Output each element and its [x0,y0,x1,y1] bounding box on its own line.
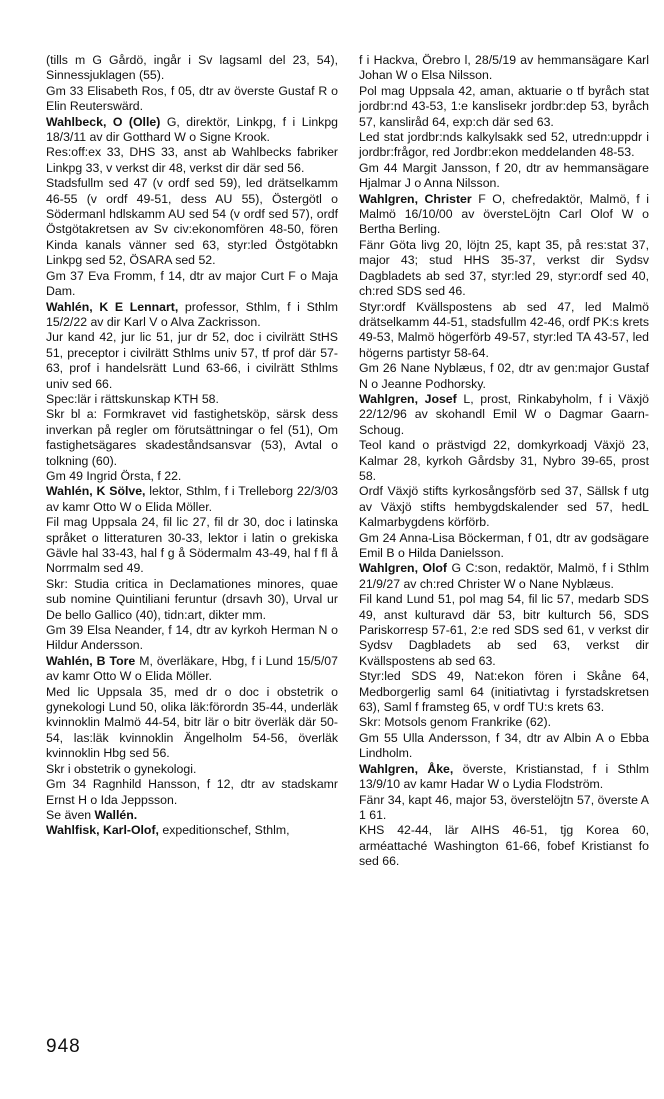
entry-text: Jur kand 42, jur lic 51, jur dr 52, doc i civilrätt StHS 51, preceptor i civilrätt Sthlms univ 57, tf prof där 57-63, prof i handelsrätt Lund 63-66, i civilrätt Sthlms univ sed 66. [46,330,338,391]
entry-text: L, prost, Rinkabyholm, f i Växjö 22/12/96 av skohandl Emil W o Dagmar Gaarn-Schoug. [359,391,649,437]
entry-detail-paragraph [359,715,649,730]
entry-text: Led stat jordbr:nds kalkylsakk sed 52, utredn:uppdr i jordbr:frågor, red Jordbr:ekon meddelanden 48-53. [359,130,649,160]
entry-text: Teol kand o prästvigd 22, domkyrkoadj Växjö 23, Kalmar 28, kyrkoh Gårdsby 31, Nybro 39-65, prost 58. [359,438,649,483]
entry-detail-paragraph [46,469,338,484]
entry-text: Stadsfullm sed 47 (v ordf sed 59), led drätselkamm 46-55 (v ordf 49-51, dess AU 55), Östergötl o Södermanl hdlskamm AU sed 54 (v ordf sed 57), ordf Östgötakretsen av Sv civ:ekonomfören 48-50, fören Kinda kanals vänner sed 63, styr:led Östgötabkn Linkpg sed 52, ÖSARA sed 52. [46,176,338,268]
entry-headword: Wahlgren, Åke, [359,761,454,776]
entry-text: Med lic Uppsala 35, med dr o doc i obstetrik o gynekologi Lund 50, olika läk:förordn 35-44, underläk kvinnoklin Malmö 44-54, bitr lär o bitr överläk där 50-54, las:läk kvinnoklin Ängelholm 54-56, överläk kvinnoklin Hbg sed 56. [46,684,338,761]
entry-paragraph [359,392,649,438]
entry-text: M, överläkare, Hbg, f i Lund 15/5/07 av kamr Otto W o Elida Möller. [46,653,338,684]
entry-headword: Wahlgren, Christer [359,191,472,206]
entry-text: Gm 39 Elsa Neander, f 14, dtr av kyrkoh Herman N o Hildur Andersson. [46,623,338,653]
entry-text: Fil kand Lund 51, pol mag 54, fil lic 57, medarb SDS 49, anst kulturavd där 53, bitr kulturch 56, SDS Pariskorresp 57-61, 2:e red SDS sed 61, v verkst dir Sydsv Dagbladets ab sed 63, verkst dir Kvällspostens ab sed 63. [359,592,649,668]
entry-text: G, direktör, Linkpg, f i Linkpg 18/3/11 av dir Gotthard W o Signe Krook. [46,114,338,145]
entry-detail-paragraph [46,176,338,268]
entry-text: Fil mag Uppsala 24, fil lic 27, fil dr 30, doc i latinska språket o litteraturen 30-33, lektor i latin o grekiska Gävle hal 33-43, hal f g å Södermalm 43-49, hal f fl å Norrmalm sed 49. [46,515,338,576]
entry-headword: Wahlén, K E Lennart, [46,299,179,314]
entry-detail-paragraph [46,269,338,300]
entry-paragraph [46,115,338,146]
entry-detail-paragraph [46,685,338,762]
entry-detail-paragraph [359,53,649,84]
entry-detail-paragraph [359,669,649,715]
entry-paragraph [46,654,338,685]
entry-detail-paragraph [359,484,649,530]
entry-paragraph [46,823,338,838]
entry-text: Skr: Motsols genom Frankrike (62). [359,715,552,730]
entry-detail-paragraph [359,592,649,669]
entry-text: professor, Sthlm, f i Sthlm 15/2/22 av dir Karl V o Alva Zackrisson. [46,299,338,329]
entry-text: överste, Kristianstad, f i Sthlm 13/9/10 av kamr Hadar W o Lydia Flodström. [359,761,649,792]
entry-text: expeditionschef, Sthlm, [158,823,290,838]
entry-text: Gm 49 Ingrid Örsta, f 22. [46,468,182,483]
entry-text: Res:off:ex 33, DHS 33, anst ab Wahlbecks fabriker Linkpg 33, v verkst dir 48, verkst dir där sed 56. [46,145,338,175]
entry-detail-paragraph [46,330,338,392]
entry-detail-paragraph [46,145,338,176]
entry-detail-paragraph [359,793,649,824]
entry-text: Spec:lär i rättskunskap KTH 58. [46,391,219,406]
entry-detail-paragraph [359,438,649,484]
left-column [46,53,338,839]
entry-text: Pol mag Uppsala 42, aman, aktuarie o tf byråch stat jordbr:nd 43-53, 1:e kanslisekr jordbr:dep 53, byråch 57, kansliråd 64, exp:ch där sed 63. [359,83,649,129]
right-column [359,53,649,870]
entry-text: Gm 55 Ulla Andersson, f 34, dtr av Albin A o Ebba Lindholm. [359,730,649,761]
entry-text: Styr:ordf Kvällspostens ab sed 47, led Malmö drätselkamm 44-51, stadsfullm 42-46, ordf PK:s krets 49-53, Malmö högerförb 49-57, styr:led TA 43-57, led högerns partistyr 58-64. [359,299,649,360]
entry-detail-paragraph [46,577,338,623]
entry-detail-paragraph [46,808,338,823]
entry-text: Styr:led SDS 49, Nat:ekon fören i Skåne 64, Medborgerlig saml 64 (initiativtag i fyrstadskretsen 63), Saml f framsteg 65, v ordf TU:s krets 63. [359,669,649,715]
entry-paragraph [46,484,338,515]
entry-detail-paragraph [359,531,649,562]
entry-detail-paragraph [46,623,338,654]
entry-text: (tills m G Gårdö, ingår i Sv lagsaml del 23, 54), Sinnessjuklagen (55). [46,53,338,83]
page-number: 948 [46,1036,81,1057]
entry-text: lektor, Sthlm, f i Trelleborg 22/3/03 av kamr Otto W o Elida Möller. [46,484,339,514]
entry-detail-paragraph [46,777,338,808]
entry-paragraph [359,561,649,592]
entry-text: KHS 42-44, lär AIHS 46-51, tjg Korea 60, arméattaché Washington 61-66, fobef Kristianst fo sed 66. [359,823,649,869]
entry-text: Gm 34 Ragnhild Hansson, f 12, dtr av stadskamr Ernst H o Ida Jeppsson. [46,777,338,807]
entry-text: Skr i obstetrik o gynekologi. [46,761,197,776]
entry-headword: Wahlén, K Sölve, [46,484,146,499]
entry-headword: Wahlbeck, O (Olle) [46,114,161,129]
entry-detail-paragraph [359,731,649,762]
entry-headword: Wahlfisk, Karl-Olof, [46,823,159,838]
entry-text: Gm 37 Eva Fromm, f 14, dtr av major Curt F o Maja Dam. [46,268,338,299]
entry-text: Gm 33 Elisabeth Ros, f 05, dtr av överste Gustaf R o Elin Reuterswärd. [46,83,338,114]
entry-text: F O, chefredaktör, Malmö, f i Malmö 16/10/00 av översteLöjtn Carl Olof W o Bertha Berling. [359,191,649,237]
entry-text: Gm 44 Margit Jansson, f 20, dtr av hemmansägare Hjalmar J o Anna Nilsson. [359,160,649,191]
entry-detail-paragraph [359,84,649,130]
entry-paragraph [359,192,649,238]
entry-text: Ordf Växjö stifts kyrkosångsförb sed 37, Sällsk f utg av Växjö stifts hembygdskalender sed 57, hedL Kalmarbygdens körförb. [359,484,649,530]
entry-detail-paragraph [46,762,338,777]
entry-text: Se även [46,807,95,822]
entry-detail-paragraph [359,823,649,869]
entry-headword: Wahlgren, Olof [359,561,448,576]
entry-detail-paragraph [46,392,338,407]
entry-paragraph [46,300,338,331]
entry-text: Gm 26 Nane Nyblæus, f 02, dtr av gen:major Gustaf N o Jeanne Podhorsky. [359,361,649,391]
entry-detail-paragraph [359,300,649,362]
entry-text: f i Hackva, Örebro l, 28/5/19 av hemmansägare Karl Johan W o Elsa Nilsson. [359,53,649,83]
entry-paragraph [359,762,649,793]
entry-text: Skr bl a: Formkravet vid fastighetsköp, särsk dess inverkan på regler om förutsättningar o fel (51), Om fastighetsägares skadeståndsansvar (53), Avtal o tolkning (60). [46,407,338,468]
entry-detail-paragraph [46,407,338,469]
entry-text: Gm 24 Anna-Lisa Böckerman, f 01, dtr av godsägare Emil B o Hilda Danielsson. [359,530,649,560]
entry-detail-paragraph [359,361,649,392]
entry-headword: Wahlgren, Josef [359,391,457,406]
entry-detail-paragraph [359,238,649,300]
entry-detail-paragraph [46,515,338,577]
entry-text: Fänr 34, kapt 46, major 53, överstelöjtn 57, överste A 1 61. [359,792,649,822]
entry-text: Skr: Studia critica in Declamationes minores, quae sub nomine Quintiliani feruntur (drsavh 30), Urval ur De bello Gallico (40), tidn:art, dikter mm. [46,576,338,622]
entry-detail-paragraph [359,161,649,192]
entry-detail-paragraph [359,130,649,161]
entry-detail-paragraph [46,84,338,115]
entry-headword: Wahlén, B Tore [46,653,136,668]
entry-text: Fänr Göta livg 20, löjtn 25, kapt 35, på res:stat 37, major 43; stud HHS 35-37, verkst dir Sydsv Dagbladets ab sed 37, styr:led 29, styr:ordf sed 40, ch:red SDS sed 46. [359,237,649,299]
cross-reference: Wallén. [94,807,138,822]
entry-text: G C:son, redaktör, Malmö, f i Sthlm 21/9/27 av ch:red Christer W o Nane Nyblæus. [359,561,649,591]
entry-detail-paragraph [46,53,338,84]
